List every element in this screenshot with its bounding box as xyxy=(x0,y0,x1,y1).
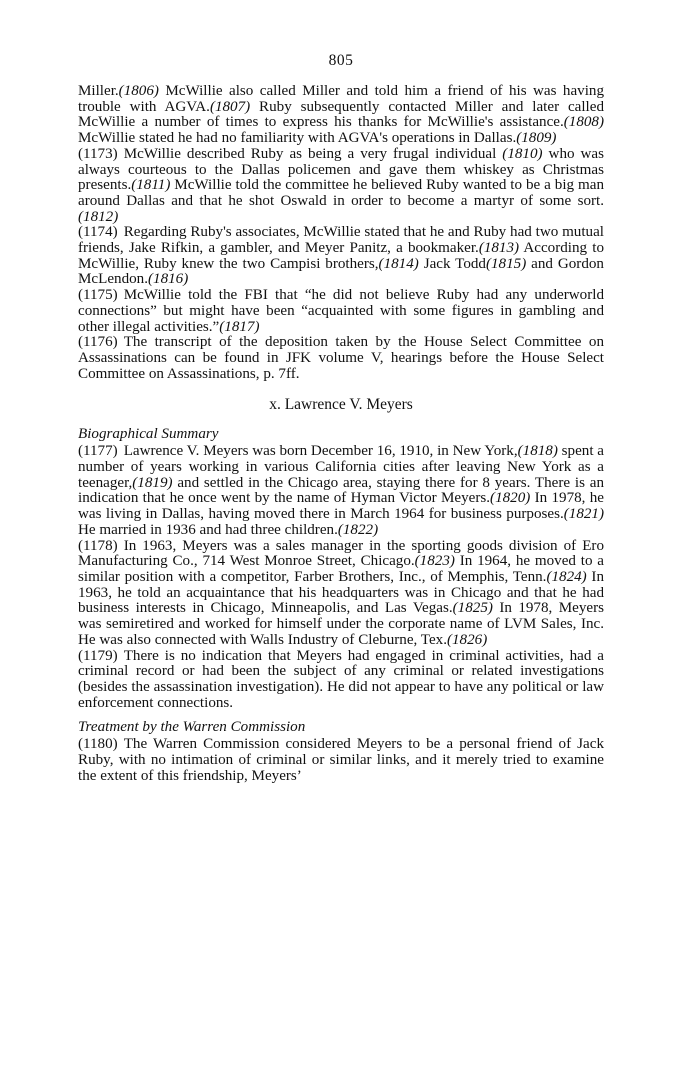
paragraph-text: The Warren Commission considered Meyers to be a personal friend of Jack Ruby, with no intimation of criminal or similar links, and it merely tried to examine the extent of this friendship, Meyers’ xyxy=(78,736,604,784)
subheading-treatment-warren: Treatment by the Warren Commission xyxy=(78,719,306,736)
paragraph-text: In 1963, he told an acquaintance that his headquarters was in Chicago and that he had business interests in Chicago, Minneapolis, and Las Vegas. xyxy=(78,568,604,617)
paragraph-number: (1173) xyxy=(78,145,118,162)
footnote-ref: (1811) xyxy=(131,177,171,194)
document-page xyxy=(78,52,604,784)
paragraph-text: and Gordon McLendon. xyxy=(78,255,604,288)
paragraph-text: In 1964, he moved to a similar position with a competitor, Farber Brothers, Inc., of Memphis, Tenn. xyxy=(78,553,604,585)
footnote-ref: (1826) xyxy=(446,631,488,648)
footnote-ref: (1809) xyxy=(516,130,557,147)
paragraph-text: McWillie also called Miller and told him a friend of his was having trouble with AGVA. xyxy=(78,83,604,115)
paragraph-number: (1177) xyxy=(78,443,118,460)
paragraph-text: The transcript of the deposition taken by the House Select Committee on Assassinations can be found in JFK volume V, hearings before the House Select Committee on Assassinations, p. 7ff. xyxy=(78,334,604,382)
paragraph-number: (1180) xyxy=(78,736,118,753)
paragraph-text: McWillie told the FBI that “he did not believe Ruby had any underworld connections” but might have been “acquainted with some figures in gambling and other illegal activities.” xyxy=(78,287,604,335)
footnote-ref: (1822) xyxy=(337,521,379,538)
paragraph-text: and settled in the Chicago area, staying there for 8 years. There is an indication that he once went by the name of Hyman Victor Meyers. xyxy=(78,474,604,507)
paragraph-text: Miller. xyxy=(78,83,119,99)
footnote-ref: (1806) xyxy=(118,83,159,99)
paragraph-number: (1178) xyxy=(78,537,118,554)
paragraph-text: Regarding Ruby's associates, McWillie stated that he and Ruby had two mutual friends, Jake Rifkin, a gambler, and Meyer Panitz, a bookmaker. xyxy=(78,224,604,257)
footnote-ref: (1824) xyxy=(546,568,587,585)
paragraph-text: McWillie described Ruby as being a very frugal individual xyxy=(123,145,503,162)
paragraph-text: Jack Todd xyxy=(418,255,486,272)
paragraph-text: who was always courteous to the Dallas policemen and gave them whiskey as Christmas presents. xyxy=(78,145,605,194)
paragraph-text: In 1963, Meyers was a sales manager in the sporting goods division of Ero Manufacturing Co., 714 West Monroe Street, Chicago. xyxy=(78,537,604,570)
footnote-ref: (1814) xyxy=(378,255,419,272)
footnote-ref: (1815) xyxy=(485,255,527,272)
paragraph-text: According to McWillie, Ruby knew the two Campisi brothers, xyxy=(78,240,604,272)
para-continuation xyxy=(78,84,604,147)
footnote-ref: (1819) xyxy=(132,474,173,491)
footnote-ref: (1818) xyxy=(517,443,558,460)
footnote-ref: (1817) xyxy=(219,318,260,335)
footnote-ref: (1816) xyxy=(148,271,189,288)
footnote-ref: (1813) xyxy=(478,240,520,257)
page-number: 805 xyxy=(328,52,354,69)
paragraph-number: (1176) xyxy=(78,334,118,351)
para-1175 xyxy=(78,288,604,335)
footnote-ref: (1820) xyxy=(490,490,531,507)
footnote-ref: (1808) xyxy=(563,114,604,131)
para-1178 xyxy=(78,539,604,649)
footnote-ref: (1812) xyxy=(78,208,119,225)
footnote-ref: (1810) xyxy=(502,145,543,162)
para-1173 xyxy=(78,147,604,226)
paragraph-text: Ruby subsequently contacted Miller and later called McWillie a number of times to express his thanks for McWillie's assistance. xyxy=(78,98,604,131)
footnote-ref: (1825) xyxy=(452,600,493,617)
footnote-ref: (1807) xyxy=(209,98,251,115)
paragraph-number: (1174) xyxy=(78,224,118,241)
paragraph-text: spent a number of years working in various California cities after leaving New York as a teenager, xyxy=(78,443,605,491)
footnote-ref: (1823) xyxy=(414,553,455,570)
paragraph-number: (1179) xyxy=(78,647,118,664)
para-1180 xyxy=(78,737,604,784)
para-1174 xyxy=(78,225,604,288)
subheading-biographical-summary: Biographical Summary xyxy=(78,426,219,443)
paragraph-text: McWillie stated he had no familiarity with AGVA's operations in Dallas. xyxy=(78,130,517,147)
paragraph-text: He married in 1936 and had three children. xyxy=(78,521,338,538)
paragraph-text: In 1978, Meyers was semiretired and worked for himself under the corporate name of LVM Sales, Inc. He was also connected with Walls Industry of Cleburne, Tex. xyxy=(78,600,604,648)
paragraph-text: In 1978, he was living in Dallas, having moved there in March 1964 for business purposes. xyxy=(78,490,604,523)
footnote-ref: (1821) xyxy=(563,506,604,523)
page-body xyxy=(78,84,604,784)
paragraph-text: There is no indication that Meyers had engaged in criminal activities, had a criminal record or had been the subject of any criminal or related investigations (besides the assassination investigation). He did not appear to have any political or law enforcement connections. xyxy=(78,647,604,711)
paragraph-text: McWillie told the committee he believed Ruby wanted to be a big man around Dallas and that he shot Oswald in order to become a martyr of some sort. xyxy=(78,177,604,209)
para-1176 xyxy=(78,335,604,382)
section-heading: x. Lawrence V. Meyers xyxy=(269,396,413,414)
paragraph-number: (1175) xyxy=(78,287,118,304)
para-1179 xyxy=(78,649,604,712)
para-1177 xyxy=(78,444,604,538)
paragraph-text: Lawrence V. Meyers was born December 16, 1910, in New York, xyxy=(123,443,518,460)
